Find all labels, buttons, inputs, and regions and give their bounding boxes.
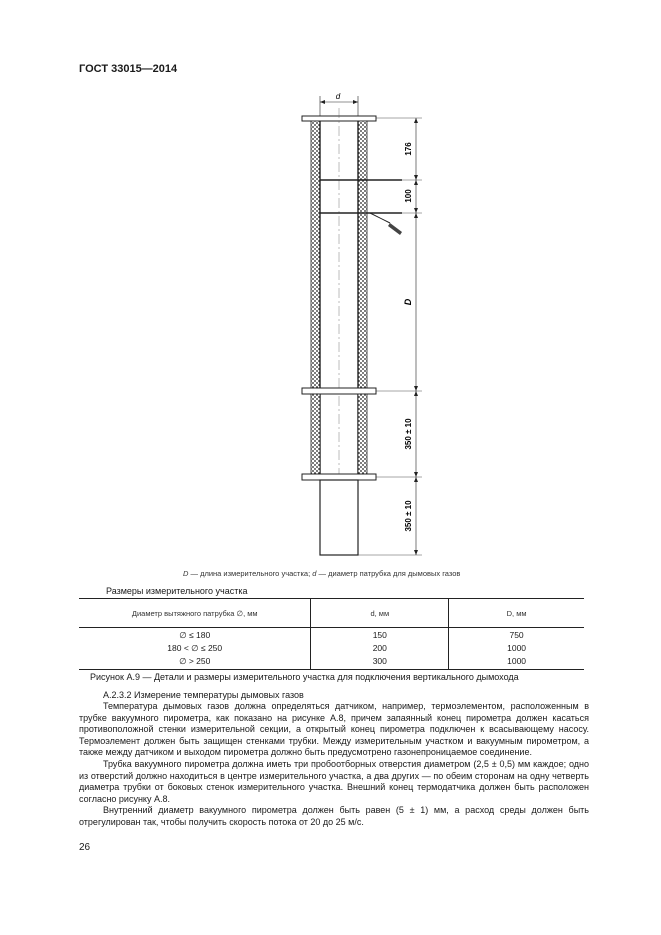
measuring-section-drawing (290, 88, 450, 568)
table-cell: 1000 (449, 654, 584, 670)
paragraph: Внутренний диаметр вакуумного пирометра должен быть равен (5 ± 1) мм, а расход среды должен быть отрегулирован так, чтобы получить скорость потока от 20 до 25 м/с. (79, 805, 589, 827)
dim-label-D: D (403, 298, 413, 306)
table-cell: 200 (311, 641, 449, 654)
header-D: D, мм (449, 599, 584, 628)
table-cell: ∅ ≤ 180 (179, 630, 211, 640)
figure-caption: Рисунок А.9 — Детали и размеры измерительного участка для подключения вертикального дымохода (90, 672, 519, 682)
header-d: d, мм (311, 599, 449, 628)
table-cell: ∅ > 250 (79, 654, 311, 670)
dim-label-350-upper: 350 ± 10 (404, 418, 413, 450)
dim-label-176: 176 (404, 142, 413, 156)
body-text (79, 701, 589, 829)
figure-measuring-section (290, 88, 450, 573)
page-number: 26 (79, 842, 91, 853)
legend-d-text: — диаметр патрубка для дымовых газов (316, 569, 461, 578)
legend-d-symbol: d (312, 569, 317, 578)
paragraph: Температура дымовых газов должна определяться датчиком, например, термоэлементом, расположенным в трубке вакуумного пирометра, как показано на рисунке А.8, причем запаянный конец пирометра должен касаться противоположной стенки измерительной секции, а открытый конец пирометра подключен к всасывающему насосу. Термоэлемент должен быть защищен стенками трубки. Между измерительным участком и вакуумным пирометром, а также между датчиком и выходом пирометра должно быть предусмотрено газонепроницаемое соединение. (79, 701, 589, 758)
table-cell: 150 (311, 628, 449, 642)
dimensions-table (79, 598, 584, 670)
dim-label-350-lower: 350 ± 10 (404, 500, 413, 532)
legend-D-symbol: D (183, 569, 189, 578)
table-cell: 300 (311, 654, 449, 670)
table-row (79, 641, 584, 654)
table-row (79, 654, 584, 670)
diameter-label: d (335, 92, 341, 101)
table-header-row (79, 599, 584, 628)
paragraph: Трубка вакуумного пирометра должна иметь три пробоотборных отверстия диаметром (2,5 ± 0,5) мм каждое; одно из отверстий должно находиться в центре измерительного участка, а два других — по обеим сторонам на одну четверть диаметра трубки от боковых стенок измерительного участка. Внешний конец термодатчика должен быть расположен согласно рисунку А.8. (79, 758, 589, 804)
section-heading: А.2.3.2 Измерение температуры дымовых газов (103, 690, 304, 700)
legend-D-text: — длина измерительного участка; (188, 569, 313, 578)
header-diameter: Диаметр вытяжного патрубка ∅, мм (79, 599, 311, 628)
table-cell: 180 < ∅ ≤ 250 (167, 643, 223, 653)
figure-legend (183, 569, 460, 578)
table-title: Размеры измерительного участка (106, 586, 248, 596)
dim-label-100: 100 (404, 189, 413, 203)
document-header: ГОСТ 33015—2014 (79, 63, 178, 75)
table-cell: 750 (449, 628, 584, 642)
table-cell: 1000 (449, 641, 584, 654)
table-row (79, 628, 584, 642)
